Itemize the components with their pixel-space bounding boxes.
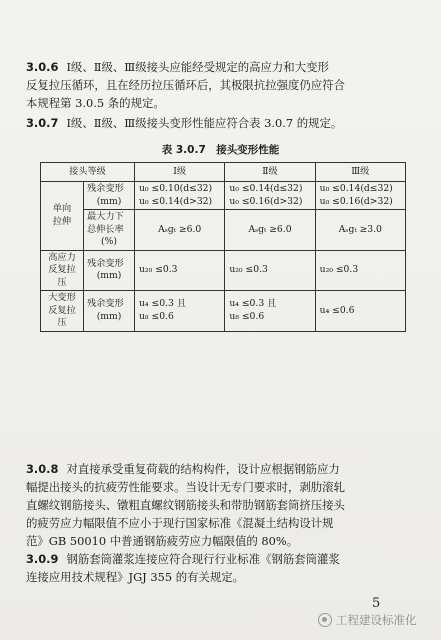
clause-3-0-6 [26,58,418,112]
header-grade-1: Ⅰ级 [135,163,225,182]
table-row [41,210,406,251]
clause-text-line: Ⅰ级、Ⅱ级、Ⅲ级接头应能经受规定的高应力和大变形 [66,60,329,74]
clause-number: 3.0.6 [26,60,59,74]
item-unit: (mm) [96,270,122,282]
cell-value: u₀ ≤0.14(d>32) [139,195,213,207]
item-label: 残余变形 [87,298,124,310]
item-label: 残余变形 [87,183,124,194]
cell-value: u₀ ≤0.10(d≤32) [139,183,213,194]
cell-value: u₀ ≤0.16(d>32) [319,195,393,207]
cell-value: u₄ ≤0.3 且 [229,298,277,310]
joint-deformation-table [40,162,406,332]
cell-grade-1: Aₛgₜ ≥6.0 [135,210,225,251]
group-label: 拉伸 [52,215,72,227]
group-label: 反复拉压 [48,304,76,328]
cell-grade-2 [225,182,315,210]
item-unit: (mm) [96,195,122,207]
table-row [41,250,406,291]
clause-text-line: 幅提出接头的抗疲劳性能要求。当设计无专门要求时，剥肋滚轧 [26,480,345,494]
cell-grade-2 [225,291,315,332]
item-label: 最大力下 [87,211,124,222]
item-residual [84,182,135,210]
clause-number: 3.0.8 [26,462,59,476]
watermark-text: 工程建设标准化 [336,613,417,627]
cell-value: u₀ ≤0.14(d≤32) [229,183,303,194]
watermark [318,612,417,628]
clause-text-line: Ⅰ级、Ⅱ级、Ⅲ级接头变形性能应符合表 3.0.7 的规定。 [66,116,343,130]
clause-3-0-8 [26,460,418,550]
header-grade-3: Ⅲ级 [315,163,405,182]
cell-value: u₄ ≤0.3 且 [139,298,186,310]
cell-grade-2: Aₛgₜ ≥6.0 [225,210,315,251]
item-label: 残余变形 [87,257,124,269]
cell-grade-1: u₂₀ ≤0.3 [135,250,225,291]
clause-text-line: 的疲劳应力幅限值不应小于现行国家标准《混凝土结构设计规 [26,516,334,530]
clause-number: 3.0.7 [26,116,59,130]
cell-grade-1 [135,291,225,332]
cell-grade-2: u₂₀ ≤0.3 [225,250,315,291]
wechat-logo-icon [318,613,332,627]
cell-grade-3: u₄ ≤0.6 [315,291,405,332]
item-residual [84,291,135,332]
group-label: 单向 [52,203,72,215]
clause-text-line: 对直接承受重复荷载的结构构件，设计应根据钢筋应力 [66,462,340,476]
cell-grade-3: u₂₀ ≤0.3 [315,250,405,291]
cell-value: u₀ ≤0.14(d≤32) [319,183,393,194]
header-grade-2: Ⅱ级 [225,163,315,182]
group-high-stress [41,250,84,291]
clause-number: 3.0.9 [26,552,59,566]
cell-value: u₈ ≤0.6 [139,310,174,322]
clause-text-line: 连接应用技术规程》JGJ 355 的有关规定。 [26,570,245,584]
clause-text-line: 反复拉压循环，且在经历拉压循环后，其极限抗拉强度仍应符合 [26,78,345,92]
table-caption: 表 3.0.7 接头变形性能 [161,144,280,156]
cell-grade-3: Aₛgₜ ≥3.0 [315,210,405,251]
item-unit: (%) [101,236,117,247]
table-header-row [41,163,406,182]
clause-3-0-9 [26,550,418,586]
group-uniaxial [41,182,84,251]
cell-value: u₈ ≤0.6 [229,310,265,322]
clause-text-line: 范》GB 50010 中普通钢筋疲劳应力幅限值的 80%。 [26,534,299,548]
clause-text-line: 钢筋套筒灌浆连接应符合现行行业标准《钢筋套筒灌浆 [66,552,340,566]
clause-text-line: 本规程第 3.0.5 条的规定。 [26,96,165,110]
group-label: 高应力 [48,251,76,263]
group-label: 反复拉压 [48,264,76,288]
item-unit: (mm) [96,310,122,322]
page-number: 5 [372,596,381,611]
cell-value: u₀ ≤0.16(d>32) [229,195,303,207]
item-label: 总伸长率 [87,223,124,235]
cell-grade-1 [135,182,225,210]
cell-grade-3 [315,182,405,210]
item-elongation [84,210,135,251]
header-joint-grade: 接头等级 [41,163,135,182]
group-label: 大变形 [48,292,76,303]
table-row [41,291,406,332]
item-residual [84,250,135,291]
clause-text-line: 直螺纹钢筋接头、镦粗直螺纹钢筋接头和带肋钢筋套筒挤压接头 [26,498,345,512]
group-large-strain [41,291,84,332]
clause-3-0-7 [26,114,418,132]
table-row [41,182,406,210]
